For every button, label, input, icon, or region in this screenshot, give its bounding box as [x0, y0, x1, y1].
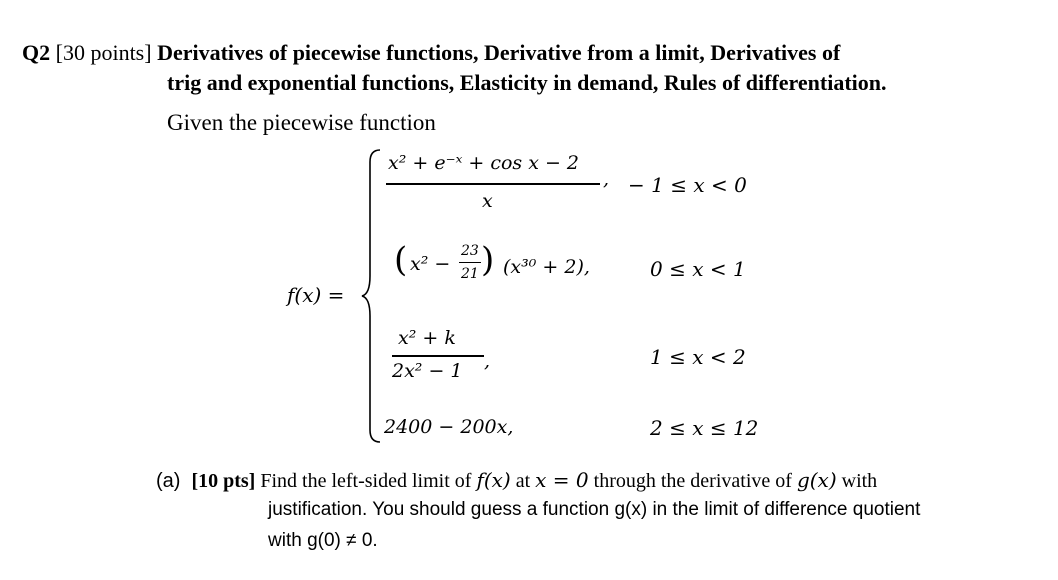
- case1-numerator: x² + e⁻ˣ + cos x − 2: [388, 152, 580, 174]
- case1-condition: − 1 ≤ x < 0: [628, 173, 747, 197]
- question-points: [30 points]: [55, 40, 152, 65]
- case4-expression: 2400 − 200x,: [384, 416, 514, 438]
- intro-text: Given the piecewise function: [167, 110, 436, 135]
- case3-condition: 1 ≤ x < 2: [650, 345, 746, 369]
- case2-close-paren: ): [481, 240, 495, 280]
- part-a-text-2: at: [515, 470, 531, 492]
- case1-fraction-bar: [386, 183, 600, 185]
- part-a-line2: justification. You should guess a function g(x) in the limit of difference quotient: [268, 499, 921, 520]
- case2-frac-numerator: 23: [461, 243, 479, 259]
- case2-expression-a: x² −: [410, 253, 451, 275]
- case2-frac-bar: [459, 262, 481, 263]
- part-a-points: [10 pts]: [191, 470, 256, 492]
- case3-numerator: x² + k: [398, 327, 456, 349]
- part-a-line1: [156, 468, 877, 493]
- part-a-fx: f(x): [476, 468, 511, 492]
- question-header: [22, 40, 840, 66]
- case3-denominator: 2x² − 1: [392, 360, 463, 382]
- case4-condition: 2 ≤ x ≤ 12: [650, 416, 759, 440]
- case2-expression-b: (x³⁰ + 2),: [503, 256, 590, 278]
- question-number: Q2: [22, 40, 51, 65]
- case2-open-paren: (: [394, 240, 408, 280]
- question-title-line1: Derivatives of piecewise functions, Derivative from a limit, Derivatives of: [157, 40, 841, 65]
- case1-suffix: ,: [603, 168, 610, 190]
- part-a-text-1: Find the left-sided limit of: [260, 470, 472, 492]
- case1-denominator: x: [482, 190, 493, 212]
- case3-suffix: ,: [484, 350, 491, 372]
- function-label: f(x) =: [287, 283, 345, 307]
- part-a-x-eq: x = 0: [535, 468, 589, 492]
- case3-fraction-bar: [392, 355, 484, 357]
- case2-frac-denominator: 21: [461, 266, 479, 282]
- question-title-line2: trig and exponential functions, Elasticity in demand, Rules of differentiation.: [167, 70, 887, 95]
- part-a-label: (a): [156, 470, 181, 492]
- left-brace: [360, 148, 382, 444]
- part-a-text-3: through the derivative of: [593, 470, 792, 492]
- part-a-line3: with g(0) ≠ 0.: [268, 530, 378, 551]
- part-a-text-4: with: [841, 470, 878, 492]
- case2-condition: 0 ≤ x < 1: [650, 257, 746, 281]
- part-a-gx: g(x): [796, 468, 837, 492]
